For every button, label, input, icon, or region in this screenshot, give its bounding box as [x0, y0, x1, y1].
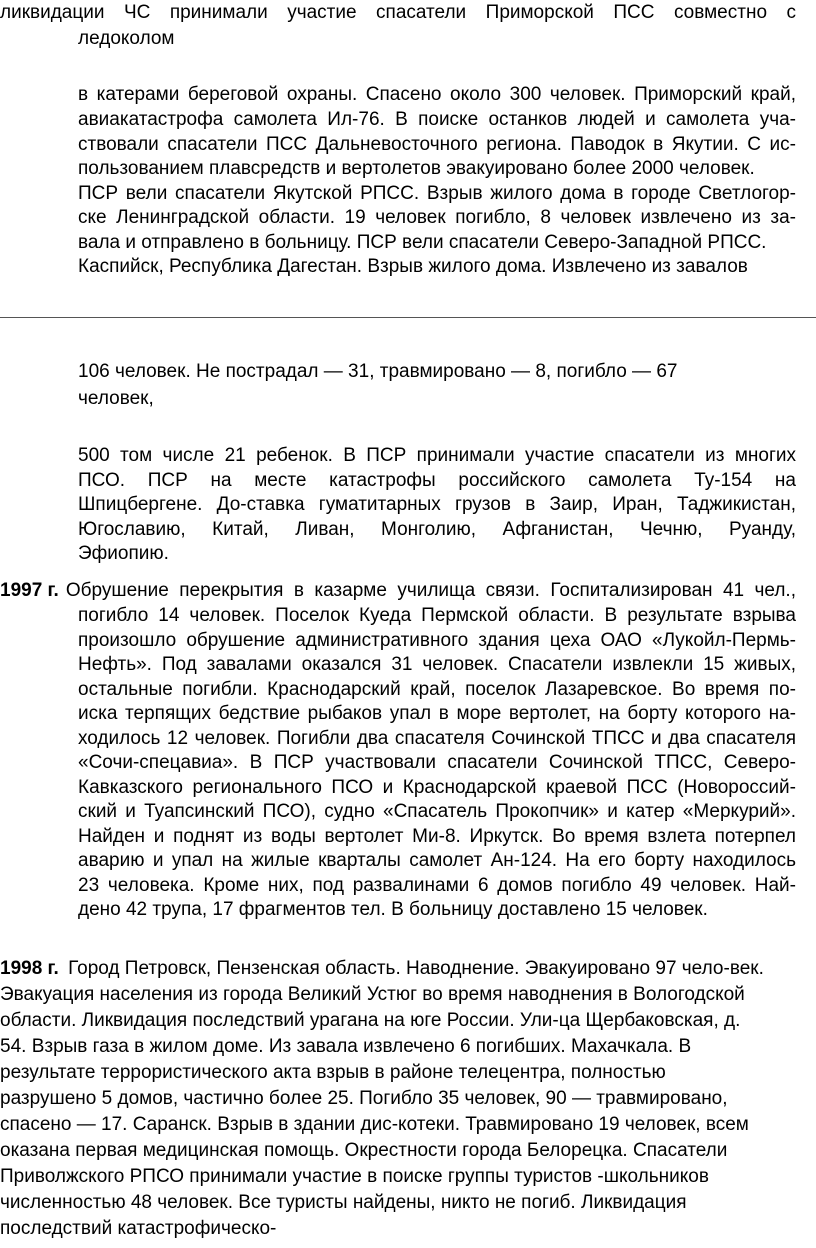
text-line: Обрушение перекрытия в казарме училища связи. Госпитализирован 41 чел., — [65, 580, 796, 601]
text-line: «Сочи-спецавиа». В ПСР участвовали спасатели Сочинской ТПСС, Северо- — [78, 752, 796, 773]
text-line: Шпицбергене. До-ставка гуматитарных грузов в Заир, Иран, Таджикистан, — [78, 494, 796, 515]
text-line: человек, — [78, 388, 154, 409]
year-label-1998: 1998 г. — [0, 958, 59, 979]
text-line: Кавказского регионального ПСО и Краснодарской краевой ПСС (Новороссий- — [78, 777, 796, 798]
text-line: ликвидации ЧС принимали участие спасатели Приморской ПСС совместно с — [0, 2, 796, 23]
text-line: ПСР вели спасатели Якутской РПСС. Взрыв жилого дома в городе Светлогор- — [78, 183, 796, 204]
text-line: ске Ленинградской области. 19 человек погибло, 8 человек извлечено из за- — [78, 207, 796, 228]
text-line: остальные погибли. Краснодарский край, поселок Лазаревское. Во время по- — [78, 679, 796, 700]
text-line: 54. Взрыв газа в жилом доме. Из завала извлечено 6 погибших. Махачкала. В — [0, 1036, 692, 1057]
text-line: ский и Туапсинский ПСО), судно «Спасатель Прокопчик» и катер «Меркурий». — [78, 801, 796, 822]
text-line: Город Петровск, Пензенская область. Наводнение. Эвакуировано 97 чело-век. — [68, 958, 764, 979]
text-line: Эфиопию. — [78, 543, 169, 564]
text-line: пользованием плавсредств и вертолетов эвакуировано более 2000 человек. — [78, 158, 755, 179]
text-line: Приволжского РПСО принимали участие в поиске группы туристов -школьников — [0, 1166, 709, 1187]
text-line: Нефть». Под завалами оказался 31 человек. Спасатели извлекли 15 живых, — [78, 654, 796, 675]
text-line: вала и отправлено в больницу. ПСР вели спасатели Северо-Западной РПСС. — [78, 232, 767, 253]
text-line: Югославию, Китай, Ливан, Монголию, Афганистан, Чечню, Руанду, — [78, 519, 796, 540]
text-line: Найден и поднят из воды вертолет Ми-8. Иркутск. Во время взлета потерпел — [78, 826, 796, 847]
text-line: области. Ликвидация последствий урагана на юге России. Ули-ца Щербаковская, д. — [0, 1010, 741, 1031]
text-line: последствий катастрофическо- — [0, 1218, 277, 1239]
text-line: 23 человека. Кроме них, под развалинами 6 домов погибло 49 человек. Най- — [78, 875, 796, 896]
text-line: дено 42 трупа, 17 фрагментов тел. В больницу доставлено 15 человек. — [78, 899, 708, 920]
text-line: 106 человек. Не пострадал — 31, травмировано — 8, погибло — 67 — [78, 361, 678, 382]
text-line: ходилось 12 человек. Погибли два спасателя Сочинской ТПСС и два спасателя — [78, 728, 796, 749]
text-line: в катерами береговой охраны. Спасено около 300 человек. Приморский край, — [78, 84, 796, 105]
page-divider — [0, 317, 816, 318]
entry-1997-first-line — [0, 578, 796, 604]
year-label-1997: 1997 г. — [0, 580, 59, 601]
text-line: численностью 48 человек. Все туристы найдены, никто не погиб. Ликвидация — [0, 1192, 687, 1213]
text-line: спасено — 17. Саранск. Взрыв в здании дис-котеки. Травмировано 19 человек, всем — [0, 1114, 749, 1135]
text-line: Каспийск, Республика Дагестан. Взрыв жилого дома. Извлечено из завалов — [78, 256, 748, 277]
text-line: ПСО. ПСР на месте катастрофы российского самолета Ту-154 на — [78, 470, 796, 491]
text-line: ледоколом — [78, 28, 175, 49]
text-line: аварию и упал на жилые кварталы самолет Ан-124. На его борту находилось — [78, 850, 796, 871]
text-line: разрушено 5 домов, частично более 25. Погибло 35 человек, 90 — травмировано, — [0, 1088, 728, 1109]
text-line: авиакатастрофа самолета Ил-76. В поиске останков людей и самолета уча- — [78, 109, 796, 130]
text-line: погибло 14 человек. Поселок Куеда Пермской области. В результате взрыва — [78, 605, 796, 626]
text-line: иска терпящих бедствие рыбаков упал в море вертолет, на борту которого на- — [78, 703, 796, 724]
text-line: оказана первая медицинская помощь. Окрестности города Белорецка. Спасатели — [0, 1140, 728, 1161]
text-line: произошло обрушение административного здания цеха ОАО «Лукойл-Пермь- — [78, 630, 796, 651]
entry-1998-first-line — [0, 956, 764, 982]
text-line: Эвакуация населения из города Великий Устюг во время наводнения в Вологодской — [0, 984, 745, 1005]
text-line: 500 том числе 21 ребенок. В ПСР принимали участие спасатели из многих — [78, 445, 796, 466]
text-line: ствовали спасатели ПСС Дальневосточного региона. Паводок в Якутии. С ис- — [78, 134, 796, 155]
text-line: результате террористического акта взрыв в районе телецентра, полностью — [0, 1062, 666, 1083]
